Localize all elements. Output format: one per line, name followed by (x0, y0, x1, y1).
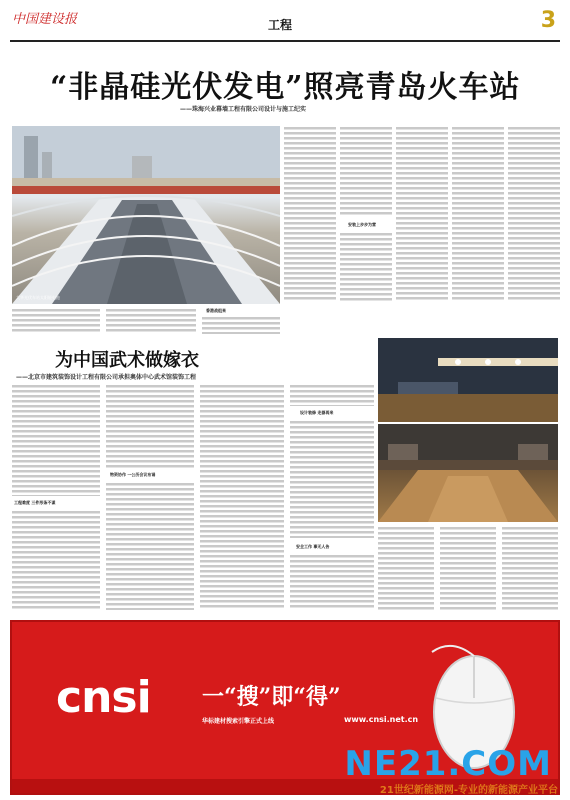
article2-section-head-3: 设计装修 走器再来 (300, 410, 334, 415)
article2-column-4c (290, 554, 374, 610)
article2-column-6 (440, 526, 496, 610)
article2-column-4b (290, 420, 374, 538)
article2-column-4 (290, 384, 374, 406)
martial-arts-hall-image (378, 338, 558, 422)
article2-column-7 (502, 526, 558, 610)
article1-section-head: 安装上步步为营 (348, 222, 376, 227)
article2-photo-hall (378, 338, 558, 422)
ad-brand-logo: cnsi (56, 672, 151, 723)
article1-column-8 (202, 316, 280, 334)
article2-section-head-2: 物资协作 一公历会议布诵 (110, 472, 156, 477)
article2-column-3 (200, 384, 284, 610)
article1-headline: “非晶硅光伏发电”照亮青岛火车站 (50, 70, 521, 105)
watermark-logo: NE21.COM (344, 744, 552, 784)
article1-subheadline: ——珠海兴业幕墙工程有限公司设计与施工纪实 (180, 106, 307, 113)
watermark-tagline: 21世纪新能源网-专业的新能源产业平台 (379, 785, 558, 796)
ad-slogan-sub: 华标建材搜索引擎正式上线 (202, 718, 275, 725)
article1-section-head-2: 香港战组来 (206, 308, 226, 313)
site-watermark (310, 744, 560, 798)
article2-column-1 (12, 384, 100, 496)
article1-column-6 (12, 308, 100, 334)
section-title: 工程 (268, 18, 293, 32)
article2-column-1b (12, 510, 100, 610)
article2-column-5 (378, 526, 434, 610)
train-station-roof-image (12, 126, 280, 304)
article1-column-4 (452, 126, 504, 302)
article2-section-head-4: 安全工作 事无人告 (296, 544, 330, 549)
article2-subheadline: ——北京市建筑装饰设计工程有限公司承担奥体中心武术馆装饰工程 (16, 374, 197, 381)
article1-photo (12, 126, 280, 304)
article1-column-7 (106, 308, 196, 334)
article1-column-5 (508, 126, 560, 302)
ad-url: www.cnsi.net.cn (344, 715, 419, 724)
article1-column-1 (284, 126, 336, 302)
newspaper-logo: 中国建设报 (12, 12, 78, 27)
article2-headline: 为中国武术做嫁衣 (55, 350, 199, 371)
article1-photo-caption: 大华光伏车站太阳能电池 (16, 295, 60, 300)
page-number: 3 (540, 8, 556, 33)
article2-column-2 (106, 384, 194, 468)
article2-column-2b (106, 482, 194, 610)
wooden-floor-hall-image (378, 424, 558, 522)
article2-photo-court (378, 424, 558, 522)
article1-column-2 (340, 126, 392, 216)
article2-section-head-1: 工程难度 三件形条不谋 (14, 500, 56, 505)
ad-slogan: 一“搜”即“得” (202, 684, 341, 710)
article1-column-3 (396, 126, 448, 302)
article1-column-2b (340, 232, 392, 302)
masthead (10, 8, 560, 42)
